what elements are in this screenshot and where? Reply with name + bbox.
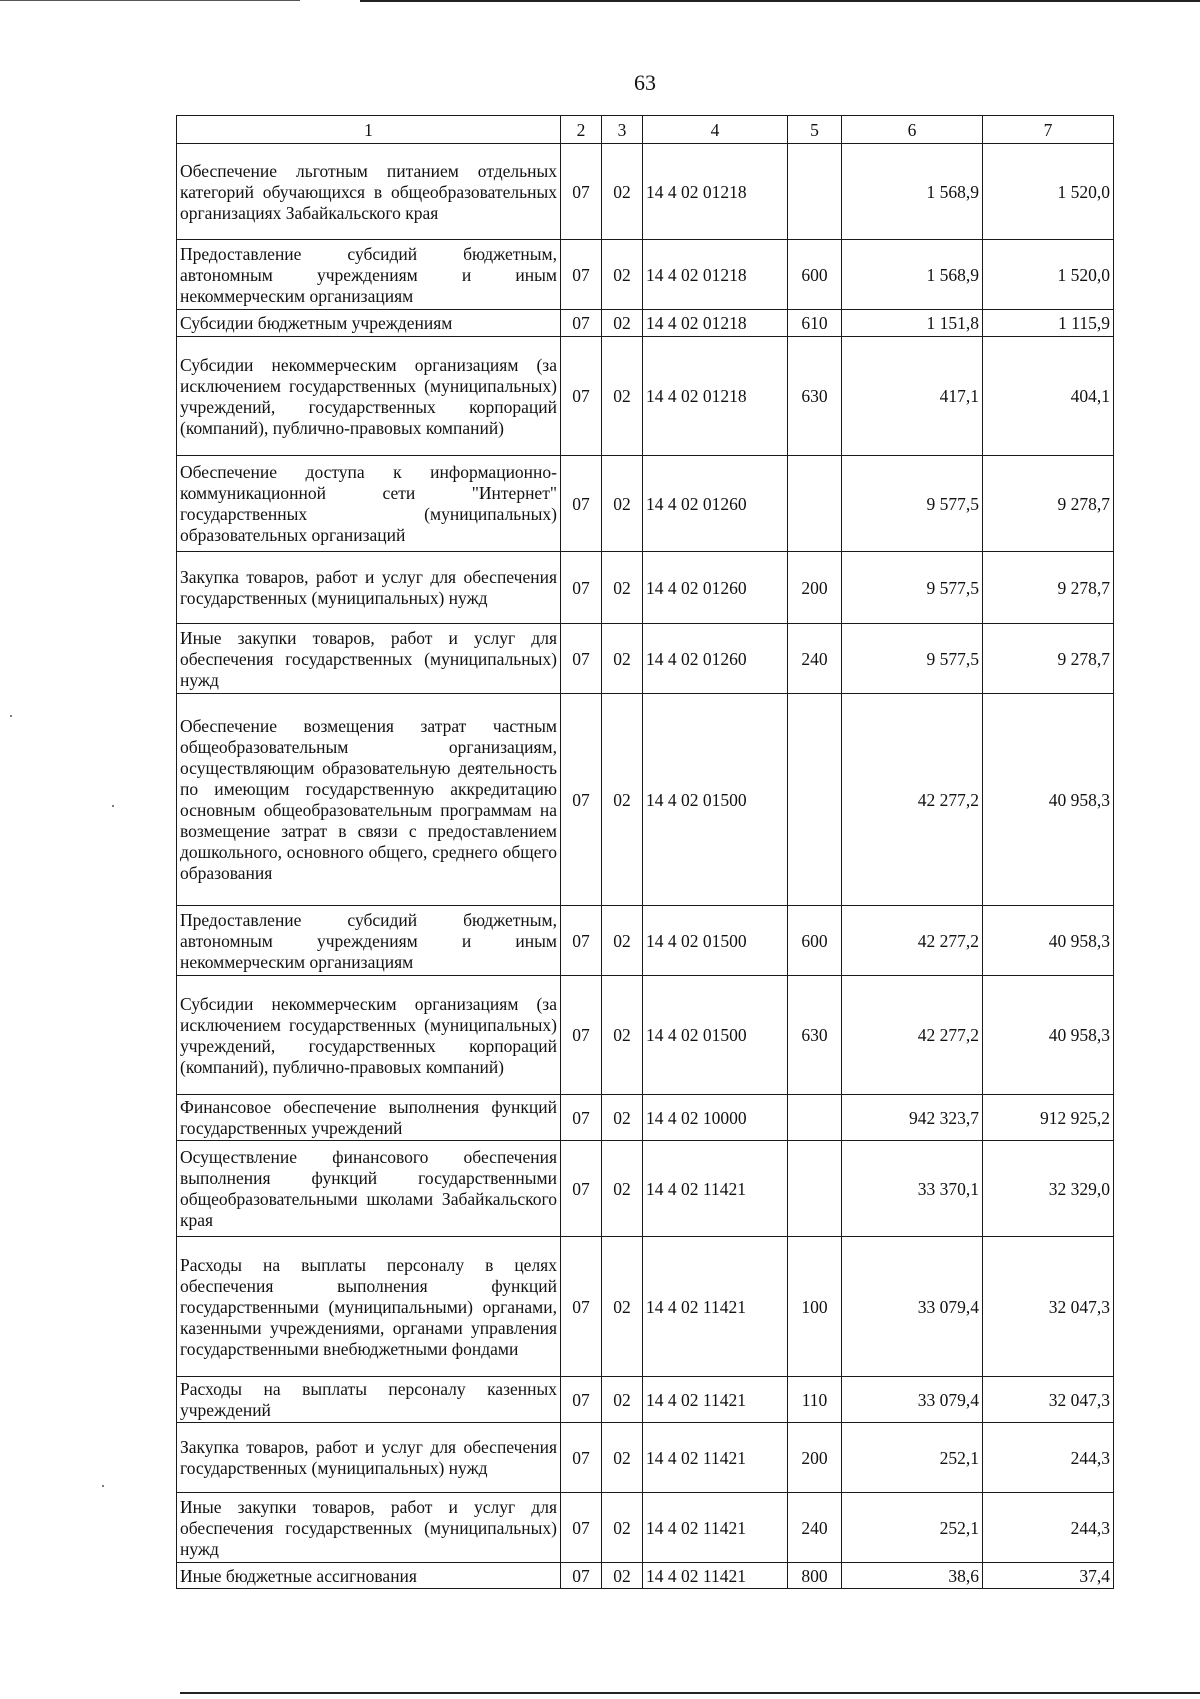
- target-article-code: 14 4 02 01500: [643, 976, 788, 1095]
- section-code: 07: [561, 310, 602, 337]
- amount-col6: 38,6: [842, 1563, 983, 1589]
- expense-name: Иные закупки товаров, работ и услуг для обеспечения государственных (муниципальных) нужд: [177, 1493, 561, 1563]
- amount-col6: 417,1: [842, 337, 983, 456]
- amount-col7: 40 958,3: [983, 906, 1114, 976]
- target-article-code: 14 4 02 01260: [643, 624, 788, 694]
- amount-col7: 32 047,3: [983, 1377, 1114, 1423]
- expense-type-code: [788, 694, 842, 906]
- scan-edge-rule-bottom: [180, 1692, 1200, 1694]
- amount-col6: 42 277,2: [842, 976, 983, 1095]
- column-header: 1: [177, 116, 561, 144]
- table-row: [177, 144, 1114, 240]
- expense-name: Обеспечение доступа к информационно-коммуникационной сети "Интернет" государственных (муниципальных) образовательных организаций: [177, 456, 561, 552]
- column-header: 5: [788, 116, 842, 144]
- expense-name: Обеспечение возмещения затрат частным общеобразовательным организациям, осуществляющим образовательную деятельность по имеющим государственную аккредитацию основным общеобразовательным программам на возмещение затрат в связи с предоставлением дошкольного, основного общего, среднего общего образования: [177, 694, 561, 906]
- section-code: 07: [561, 1377, 602, 1423]
- amount-col7: 1 520,0: [983, 144, 1114, 240]
- expense-type-code: 800: [788, 1563, 842, 1589]
- amount-col7: 40 958,3: [983, 694, 1114, 906]
- subsection-code: 02: [602, 1423, 643, 1493]
- subsection-code: 02: [602, 310, 643, 337]
- amount-col7: 9 278,7: [983, 552, 1114, 624]
- table-row: [177, 337, 1114, 456]
- amount-col7: 32 047,3: [983, 1237, 1114, 1377]
- amount-col7: 9 278,7: [983, 624, 1114, 694]
- target-article-code: 14 4 02 11421: [643, 1493, 788, 1563]
- subsection-code: 02: [602, 906, 643, 976]
- expense-name: Иные бюджетные ассигнования: [177, 1563, 561, 1589]
- expense-name: Субсидии бюджетным учреждениям: [177, 310, 561, 337]
- target-article-code: 14 4 02 11421: [643, 1141, 788, 1237]
- amount-col6: 42 277,2: [842, 694, 983, 906]
- scan-speck: [10, 715, 12, 717]
- expense-name: Субсидии некоммерческим организациям (за исключением государственных (муниципальных) учреждений, государственных корпораций (компаний), публично-правовых компаний): [177, 337, 561, 456]
- expense-name: Субсидии некоммерческим организациям (за исключением государственных (муниципальных) учреждений, государственных корпораций (компаний), публично-правовых компаний): [177, 976, 561, 1095]
- amount-col6: 42 277,2: [842, 906, 983, 976]
- amount-col6: 33 079,4: [842, 1237, 983, 1377]
- expense-name: Расходы на выплаты персоналу казенных учреждений: [177, 1377, 561, 1423]
- amount-col6: 942 323,7: [842, 1095, 983, 1141]
- amount-col6: 1 568,9: [842, 144, 983, 240]
- target-article-code: 14 4 02 11421: [643, 1563, 788, 1589]
- subsection-code: 02: [602, 694, 643, 906]
- amount-col7: 1 115,9: [983, 310, 1114, 337]
- subsection-code: 02: [602, 337, 643, 456]
- expense-name: Предоставление субсидий бюджетным, автономным учреждениям и иным некоммерческим организациям: [177, 240, 561, 310]
- table-row: [177, 1493, 1114, 1563]
- amount-col7: 9 278,7: [983, 456, 1114, 552]
- target-article-code: 14 4 02 11421: [643, 1377, 788, 1423]
- amount-col7: 37,4: [983, 1563, 1114, 1589]
- section-code: 07: [561, 1141, 602, 1237]
- expense-type-code: [788, 1095, 842, 1141]
- table-body: [177, 144, 1114, 1589]
- section-code: 07: [561, 1493, 602, 1563]
- expense-type-code: [788, 456, 842, 552]
- section-code: 07: [561, 552, 602, 624]
- target-article-code: 14 4 02 01260: [643, 552, 788, 624]
- subsection-code: 02: [602, 240, 643, 310]
- expense-type-code: 240: [788, 1493, 842, 1563]
- amount-col6: 252,1: [842, 1493, 983, 1563]
- expense-type-code: 600: [788, 906, 842, 976]
- amount-col6: 9 577,5: [842, 552, 983, 624]
- scan-edge-rule-left: [0, 0, 300, 1]
- subsection-code: 02: [602, 1237, 643, 1377]
- expense-name: Финансовое обеспечение выполнения функций государственных учреждений: [177, 1095, 561, 1141]
- header-row: [177, 116, 1114, 144]
- expense-name: Предоставление субсидий бюджетным, автономным учреждениям и иным некоммерческим организациям: [177, 906, 561, 976]
- table-row: [177, 1563, 1114, 1589]
- target-article-code: 14 4 02 01218: [643, 337, 788, 456]
- target-article-code: 14 4 02 01218: [643, 310, 788, 337]
- column-header: 2: [561, 116, 602, 144]
- table-row: [177, 310, 1114, 337]
- amount-col6: 9 577,5: [842, 456, 983, 552]
- expense-type-code: 630: [788, 976, 842, 1095]
- subsection-code: 02: [602, 624, 643, 694]
- scan-speck: [102, 1485, 104, 1487]
- amount-col7: 40 958,3: [983, 976, 1114, 1095]
- expense-name: Иные закупки товаров, работ и услуг для обеспечения государственных (муниципальных) нужд: [177, 624, 561, 694]
- table-row: [177, 1377, 1114, 1423]
- subsection-code: 02: [602, 976, 643, 1095]
- expense-name: Закупка товаров, работ и услуг для обеспечения государственных (муниципальных) нужд: [177, 552, 561, 624]
- expense-type-code: 600: [788, 240, 842, 310]
- scan-edge-rule-top: [360, 0, 1200, 2]
- section-code: 07: [561, 240, 602, 310]
- table-row: [177, 552, 1114, 624]
- table-row: [177, 1237, 1114, 1377]
- subsection-code: 02: [602, 552, 643, 624]
- target-article-code: 14 4 02 11421: [643, 1237, 788, 1377]
- table-row: [177, 906, 1114, 976]
- subsection-code: 02: [602, 144, 643, 240]
- target-article-code: 14 4 02 01500: [643, 906, 788, 976]
- page-number: 63: [634, 70, 656, 95]
- expense-type-code: 200: [788, 552, 842, 624]
- target-article-code: 14 4 02 01218: [643, 240, 788, 310]
- table-row: [177, 976, 1114, 1095]
- section-code: 07: [561, 624, 602, 694]
- target-article-code: 14 4 02 01218: [643, 144, 788, 240]
- amount-col6: 252,1: [842, 1423, 983, 1493]
- section-code: 07: [561, 144, 602, 240]
- expense-name: Закупка товаров, работ и услуг для обеспечения государственных (муниципальных) нужд: [177, 1423, 561, 1493]
- subsection-code: 02: [602, 1141, 643, 1237]
- section-code: 07: [561, 1563, 602, 1589]
- expense-type-code: 610: [788, 310, 842, 337]
- table-row: [177, 456, 1114, 552]
- subsection-code: 02: [602, 456, 643, 552]
- table-row: [177, 694, 1114, 906]
- expense-type-code: 200: [788, 1423, 842, 1493]
- column-header: 4: [643, 116, 788, 144]
- section-code: 07: [561, 694, 602, 906]
- budget-table: [176, 115, 1114, 1589]
- expense-type-code: [788, 144, 842, 240]
- target-article-code: 14 4 02 11421: [643, 1423, 788, 1493]
- table-row: [177, 1141, 1114, 1237]
- section-code: 07: [561, 976, 602, 1095]
- expense-type-code: 100: [788, 1237, 842, 1377]
- target-article-code: 14 4 02 01500: [643, 694, 788, 906]
- expense-type-code: 110: [788, 1377, 842, 1423]
- expense-type-code: [788, 1141, 842, 1237]
- expense-name: Осуществление финансового обеспечения выполнения функций государственными общеобразовательными школами Забайкальского края: [177, 1141, 561, 1237]
- section-code: 07: [561, 1095, 602, 1141]
- amount-col7: 244,3: [983, 1423, 1114, 1493]
- amount-col7: 404,1: [983, 337, 1114, 456]
- table-row: [177, 624, 1114, 694]
- section-code: 07: [561, 906, 602, 976]
- amount-col6: 1 151,8: [842, 310, 983, 337]
- target-article-code: 14 4 02 01260: [643, 456, 788, 552]
- amount-col7: 32 329,0: [983, 1141, 1114, 1237]
- table-header: [177, 116, 1114, 144]
- section-code: 07: [561, 337, 602, 456]
- amount-col7: 244,3: [983, 1493, 1114, 1563]
- subsection-code: 02: [602, 1377, 643, 1423]
- section-code: 07: [561, 1423, 602, 1493]
- scan-speck: [112, 805, 114, 807]
- table-row: [177, 1423, 1114, 1493]
- expense-type-code: 240: [788, 624, 842, 694]
- expense-name: Расходы на выплаты персоналу в целях обеспечения выполнения функций государственными (муниципальными) органами, казенными учреждениями, органами управления государственными внебюджетными фондами: [177, 1237, 561, 1377]
- expense-name: Обеспечение льготным питанием отдельных категорий обучающихся в общеобразовательных организациях Забайкальского края: [177, 144, 561, 240]
- subsection-code: 02: [602, 1563, 643, 1589]
- amount-col7: 1 520,0: [983, 240, 1114, 310]
- amount-col6: 33 370,1: [842, 1141, 983, 1237]
- column-header: 6: [842, 116, 983, 144]
- amount-col6: 1 568,9: [842, 240, 983, 310]
- table-row: [177, 1095, 1114, 1141]
- expense-type-code: 630: [788, 337, 842, 456]
- section-code: 07: [561, 456, 602, 552]
- amount-col6: 9 577,5: [842, 624, 983, 694]
- column-header: 7: [983, 116, 1114, 144]
- subsection-code: 02: [602, 1095, 643, 1141]
- table-row: [177, 240, 1114, 310]
- column-header: 3: [602, 116, 643, 144]
- target-article-code: 14 4 02 10000: [643, 1095, 788, 1141]
- amount-col7: 912 925,2: [983, 1095, 1114, 1141]
- amount-col6: 33 079,4: [842, 1377, 983, 1423]
- subsection-code: 02: [602, 1493, 643, 1563]
- section-code: 07: [561, 1237, 602, 1377]
